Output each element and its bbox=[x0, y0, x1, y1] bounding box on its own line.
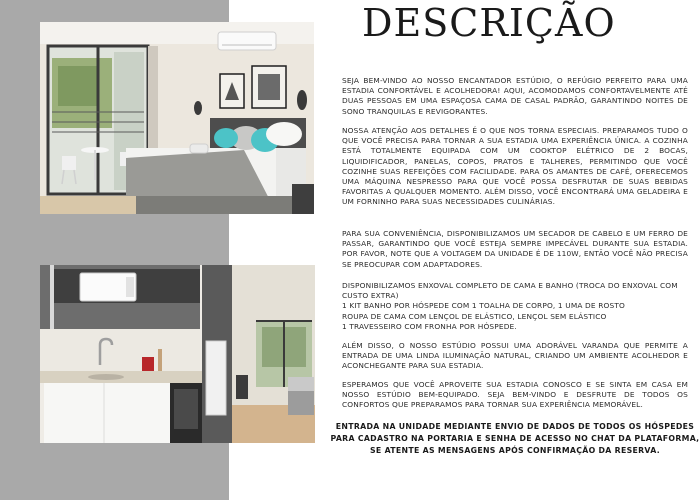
amenity-item: ROUPA DE CAMA COM LENÇOL DE ELÁSTICO, LENÇOL SEM ELÁSTICO bbox=[342, 311, 607, 321]
amenities-list bbox=[342, 281, 688, 332]
description-paragraph-kitchen: NOSSA ATENÇÃO AOS DETALHES É O QUE NOS TORNA ESPECIAIS. PREPARAMOS TUDO O QUE VOCÊ PRECISA PARA TORNAR A SUA ESTADIA UMA EXPERIÊNCIA ÚNICA. A COZINHA ESTÁ TOTALMENTE EQUIPADA COM UM COOKTOP ELÉTRICO DE 2 BOCAS, LIQUIDIFICADOR, PANELAS, COPOS, PRATOS E TALHERES, PERMITINDO QUE VOCÊ COZINHE SUAS REFEIÇÕES COM FACILIDADE. PARA OS AMANTES DE CAFÉ, OFERECEMOS UMA MÁQUINA NESPRESSO PARA QUE VOCÊ POSSA DESFRUTAR DE SUAS BEBIDAS FAVORITAS A QUALQUER MOMENTO. ALÉM DISSO, VOCÊ ENCONTRARÁ UMA GELADEIRA E UM FORNINHO PARA SUAS NECESSIDADES CULINÁRIAS. bbox=[342, 126, 688, 207]
kitchen-photo bbox=[40, 265, 315, 443]
amenity-item: 1 KIT BANHO POR HÓSPEDE COM 1 TOALHA DE CORPO, 1 UMA DE ROSTO bbox=[342, 301, 625, 311]
amenity-item: DISPONIBILIZAMOS ENXOVAL COMPLETO DE CAMA E BANHO (TROCA DO ENXOVAL COM CUSTO EXTRA) bbox=[342, 281, 678, 301]
page-title: DESCRIÇÃO bbox=[362, 1, 616, 45]
description-paragraph-balcony: ALÉM DISSO, O NOSSO ESTÚDIO POSSUI UMA ADORÁVEL VARANDA QUE PERMITE A ENTRADA DE UMA LINDA ILUMINAÇÃO NATURAL, CRIANDO UM AMBIENTE ACOLHEDOR E ACONCHEGANTE PARA SUA ESTADIA. bbox=[342, 341, 688, 371]
description-paragraph-welcome: SEJA BEM-VINDO AO NOSSO ENCANTADOR ESTÚDIO, O REFÚGIO PERFEITO PARA UMA ESTADIA CONFORTÁVEL E ACOLHEDORA! AQUI, ACOMODAMOS CONFORTAVELMENTE ATÉ DUAS PESSOAS EM UMA ESPAÇOSA CAMA DE CASAL PADRÃO, GARANTINDO NOITES DE SONO TRANQUILAS E REVIGORANTES. bbox=[342, 76, 688, 116]
amenity-item: 1 TRAVESSEIRO COM FRONHA POR HÓSPEDE. bbox=[342, 321, 517, 331]
checkin-notice: ENTRADA NA UNIDADE MEDIANTE ENVIO DE DADOS DE TODOS OS HÓSPEDES PARA CADASTRO NA PORTARIA E SENHA DE ACESSO NO CHAT DA PLATAFORMA, SE ATENTE AS MENSAGENS APÓS CONFIRMAÇÃO DA RESERVA. bbox=[330, 422, 700, 455]
description-paragraph-convenience: PARA SUA CONVENIÊNCIA, DISPONIBILIZAMOS UM SECADOR DE CABELO E UM FERRO DE PASSAR, GARANTINDO QUE VOCÊ ESTEJA SEMPRE IMPECÁVEL DURANTE SUA ESTADIA. POR FAVOR, NOTE QUE A VOLTAGEM DA UNIDADE É DE 110W, ENTÃO VOCÊ NÃO PRECISA SE PREOCUPAR COM ADAPTADORES. bbox=[342, 229, 688, 269]
description-paragraph-closing: ESPERAMOS QUE VOCÊ APROVEITE SUA ESTADIA CONOSCO E SE SINTA EM CASA EM NOSSO ESTÚDIO BEM-EQUIPADO. SEJA BEM-VINDO E DESFRUTE DE TODOS OS CONFORTOS QUE PREPARAMOS PARA TORNAR SUA EXPERIÊNCIA MEMORÁVEL. bbox=[342, 380, 688, 410]
bedroom-photo bbox=[40, 22, 314, 214]
